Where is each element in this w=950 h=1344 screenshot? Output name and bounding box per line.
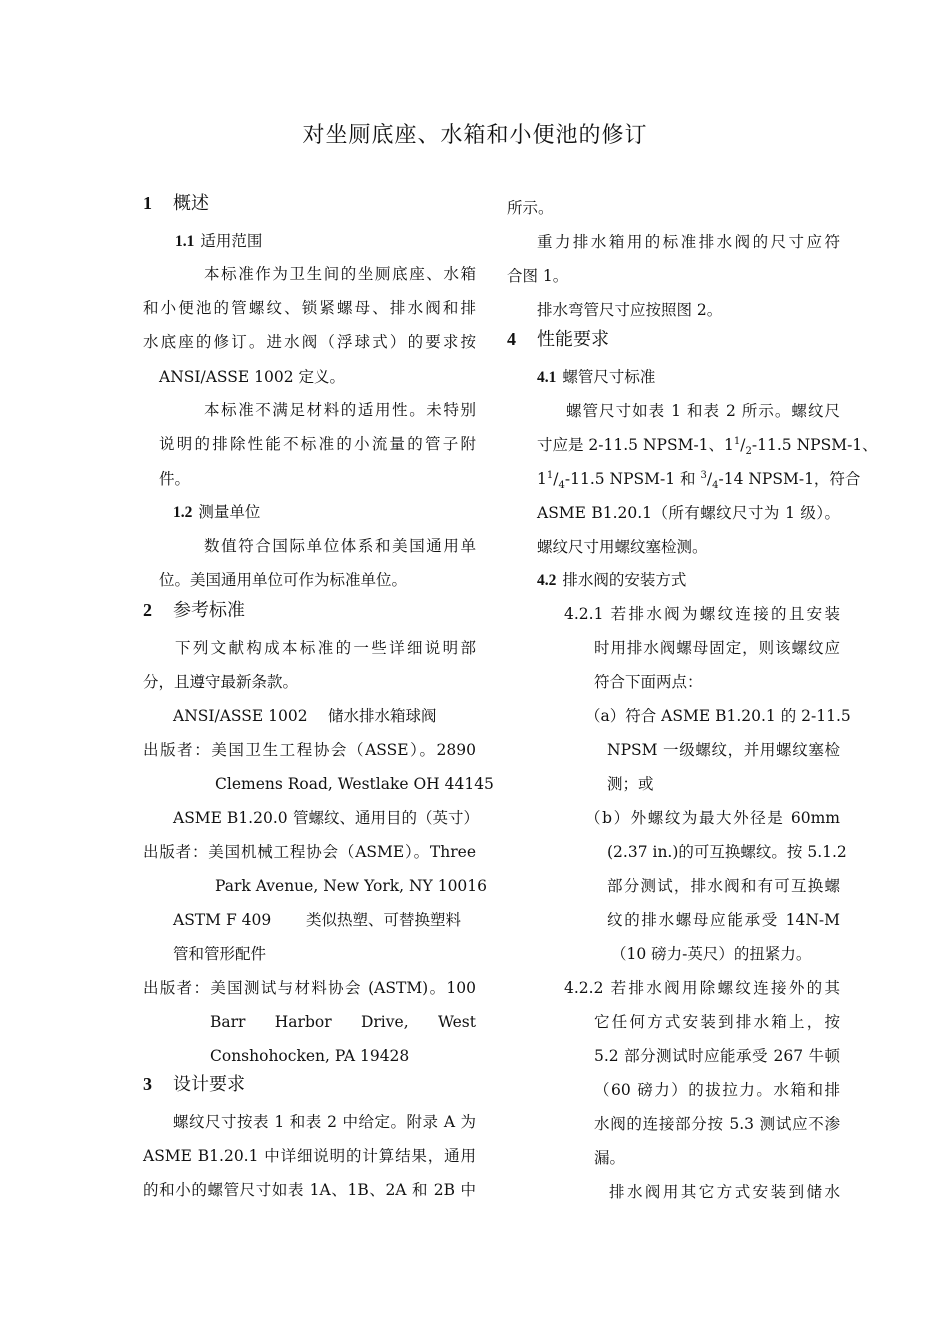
paragraph-line: 件。 [159, 470, 191, 488]
paragraph-line: 重力排水箱用的标准排水阀的尺寸应符 [537, 233, 840, 251]
paragraph-line: 和小便池的管螺纹、锁紧螺母、排水阀和排 [143, 299, 476, 317]
paragraph-line: 螺管尺寸如表 1 和表 2 所示。螺纹尺 [566, 402, 840, 420]
paragraph-line: 本标准作为卫生间的坐厕底座、水箱 [204, 265, 476, 283]
item-a-line: （a）符合 ASME B1.20.1 的 2-11.5 [585, 707, 851, 725]
section-3-heading: 3 设计要求 [143, 1074, 245, 1095]
clause-4-2-2-line: （60 磅力）的拔拉力。水箱和排 [594, 1081, 840, 1099]
page-title: 对坐厕底座、水箱和小便池的修订 [302, 123, 648, 148]
clause-4-2-2-line: 5.2 部分测试时应能承受 267 牛顿 [594, 1047, 840, 1065]
clause-4-2-1-line: 4.2.1 若排水阀为螺纹连接的且安装 [564, 605, 840, 623]
paragraph-line: 螺纹尺寸按表 1 和表 2 中给定。附录 A 为 [173, 1113, 476, 1131]
paragraph-line: 水底座的修订。进水阀（浮球式）的要求按 [143, 333, 476, 351]
section-4-2-heading: 4.2 排水阀的安装方式 [537, 571, 687, 589]
item-b-line: （b）外螺纹为最大外径是 60mm [585, 809, 840, 827]
paragraph-line: 分，且遵守最新条款。 [143, 673, 299, 691]
publisher-address: Park Avenue, New York, NY 10016 [215, 877, 488, 895]
section-4-1-heading: 4.1 螺管尺寸标准 [537, 368, 656, 386]
clause-4-2-1-line: 符合下面两点： [594, 673, 703, 691]
publisher-line: 出版者：美国卫生工程协会（ASSE）。2890 [143, 741, 476, 759]
section-2-heading: 2 参考标准 [143, 600, 245, 621]
publisher-line: 出版者：美国测试与材料协会 (ASTM)。100 [143, 979, 476, 997]
item-b-line: 纹的排水螺母应能承受 14N-M [607, 911, 840, 929]
publisher-address: Conshohocken, PA 19428 [210, 1047, 410, 1065]
paragraph-line: 下列文献构成本标准的一些详细说明部 [175, 639, 476, 657]
item-a-line: 测；或 [607, 775, 654, 793]
publisher-address: Barr Harbor Drive, West [210, 1013, 476, 1031]
item-a-line: NPSM 一级螺纹，并用螺纹塞检 [607, 741, 840, 759]
publisher-address: Clemens Road, Westlake OH 44145 [215, 775, 494, 793]
reference-astm-f-409: ASTM F 409 类似热塑、可替换塑料 [173, 911, 462, 929]
item-b-line: (2.37 in.)的可互换螺纹。按 5.1.2 [607, 843, 847, 861]
paragraph-line: ASME B1.20.1 中详细说明的计算结果，通用 [143, 1147, 476, 1165]
reference-ansi-asse-1002: ANSI/ASSE 1002 储水排水箱球阀 [173, 707, 437, 725]
clause-4-2-1-line: 时用排水阀螺母固定，则该螺纹应 [594, 639, 840, 657]
publisher-line: 出版者：美国机械工程协会（ASME）。Three [143, 843, 476, 861]
paragraph-line: $1^1/_4-11.5$ NPSM-1 和 $^3/_4-14$ NPSM-1，符合 [537, 469, 861, 492]
item-b-line: （10 磅力-英尺）的扭紧力。 [611, 945, 812, 963]
paragraph-line: 位。美国通用单位可作为标准单位。 [159, 571, 408, 589]
section-1-1-heading: 1.1 适用范围 [175, 232, 263, 250]
reference-asme-b1-20-0: ASME B1.20.0 管螺纹、通用目的（英寸） [173, 809, 480, 827]
paragraph-line: 数值符合国际单位体系和美国通用单 [204, 537, 476, 555]
clause-4-2-2-line: 它任何方式安装到排水箱上，按 [594, 1013, 840, 1031]
paragraph-line: 说明的排除性能不标准的小流量的管子附 [159, 435, 476, 453]
section-1-2-heading: 1.2 测量单位 [173, 503, 261, 521]
paragraph-line: 寸应是 2-11.5 NPSM-1、$1^1/_2-11.5$ NPSM-1、 [537, 435, 878, 458]
reference-name-continued: 管和管形配件 [173, 945, 267, 963]
paragraph-line: 的和小的螺管尺寸如表 1A、1B、2A 和 2B 中 [143, 1181, 476, 1199]
paragraph-line: ANSI/ASSE 1002 定义。 [159, 368, 345, 386]
item-b-line: 部分测试，排水阀和有可互换螺 [607, 877, 840, 895]
section-1-heading: 1 概述 [143, 193, 209, 214]
clause-4-2-2-line: 水阀的连接部分按 5.3 测试应不渗 [594, 1115, 840, 1133]
paragraph-line: 排水阀用其它方式安装到储水 [609, 1183, 840, 1201]
paragraph-line: ASME B1.20.1（所有螺纹尺寸为 1 级）。 [537, 504, 840, 522]
paragraph-line: 排水弯管尺寸应按照图 2。 [537, 301, 723, 319]
clause-4-2-2-line: 漏。 [594, 1149, 626, 1167]
paragraph-line: 本标准不满足材料的适用性。未特别 [204, 401, 476, 419]
section-4-heading: 4 性能要求 [507, 329, 609, 350]
paragraph-line: 合图 1。 [507, 267, 569, 285]
paragraph-line: 所示。 [507, 199, 554, 217]
clause-4-2-2-line: 4.2.2 若排水阀用除螺纹连接外的其 [564, 979, 840, 997]
paragraph-line: 螺纹尺寸用螺纹塞检测。 [537, 538, 708, 556]
